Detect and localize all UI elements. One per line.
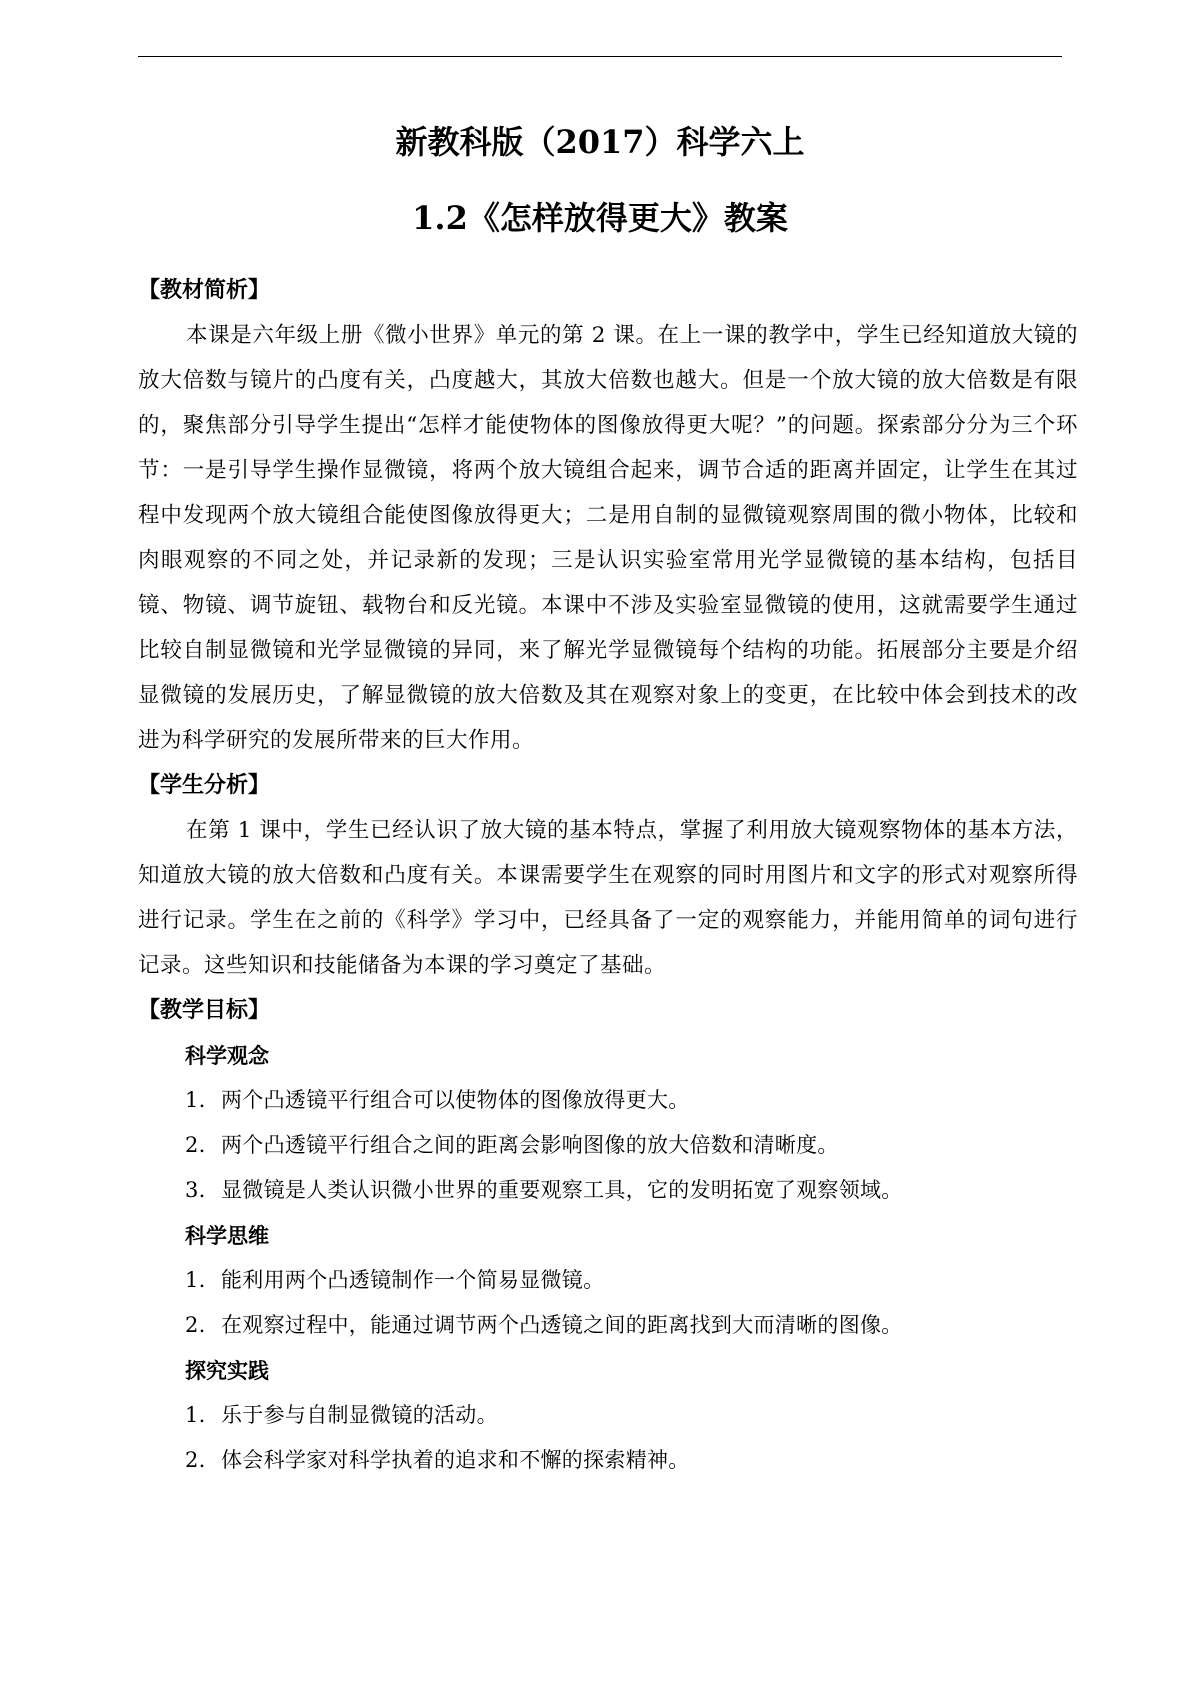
- list-item: [138, 1303, 1078, 1348]
- list-number: 2.: [185, 1448, 206, 1472]
- student-analysis-paragraph: 在第 1 课中，学生已经认识了放大镜的基本特点，掌握了利用放大镜观察物体的基本方法，知道放大镜的放大倍数和凸度有关。本课需要学生在观察的同时用图片和文字的形式对观察所得进行记录。学生在之前的《科学》学习中，已经具备了一定的观察能力，并能用简单的词句进行记录。这些知识和技能储备为本课的学习奠定了基础。: [138, 818, 1078, 978]
- list-number: 1.: [185, 1088, 206, 1112]
- list-item: [138, 1078, 1078, 1123]
- list-item: [138, 1393, 1078, 1438]
- list-item-text: 两个凸透镜平行组合可以使物体的图像放得更大。: [221, 1088, 690, 1112]
- goal-group-title-scientific-concepts: 科学观念: [185, 1043, 269, 1068]
- list-item: [138, 1168, 1078, 1213]
- document-title: 新教科版（2017）科学六上: [395, 123, 805, 161]
- goal-group-title-scientific-thinking: 科学思维: [185, 1223, 269, 1248]
- list-number: 2.: [185, 1313, 206, 1337]
- list-item-text: 乐于参与自制显微镜的活动。: [221, 1403, 498, 1427]
- list-item-text: 体会科学家对科学执着的追求和不懈的探索精神。: [221, 1448, 690, 1472]
- section-heading-student-analysis: 【学生分析】: [138, 772, 271, 798]
- header-rule: [138, 56, 1062, 57]
- list-item: [138, 1123, 1078, 1168]
- section-heading-textbook-analysis: 【教材简析】: [138, 277, 271, 303]
- list-number: 1.: [185, 1268, 206, 1292]
- list-number: 2.: [185, 1133, 206, 1157]
- list-number: 1.: [185, 1403, 206, 1427]
- textbook-analysis-paragraph: 本课是六年级上册《微小世界》单元的第 2 课。在上一课的教学中，学生已经知道放大镜的放大倍数与镜片的凸度有关，凸度越大，其放大倍数也越大。但是一个放大镜的放大倍数是有限的，聚焦部分引导学生提出“怎样才能使物体的图像放得更大呢？”的问题。探索部分分为三个环节：一是引导学生操作显微镜，将两个放大镜组合起来，调节合适的距离并固定，让学生在其过程中发现两个放大镜组合能使图像放得更大；二是用自制的显微镜观察周围的微小物体，比较和肉眼观察的不同之处，并记录新的发现；三是认识实验室常用光学显微镜的基本结构，包括目镜、物镜、调节旋钮、载物台和反光镜。本课中不涉及实验室显微镜的使用，这就需要学生通过比较自制显微镜和光学显微镜的异同，来了解光学显微镜每个结构的功能。拓展部分主要是介绍显微镜的发展历史，了解显微镜的放大倍数及其在观察对象上的变更，在比较中体会到技术的改进为科学研究的发展所带来的巨大作用。: [138, 323, 1078, 753]
- list-item: [138, 1438, 1078, 1483]
- section-heading-teaching-goals: 【教学目标】: [138, 997, 271, 1023]
- list-item-text: 在观察过程中，能通过调节两个凸透镜之间的距离找到大而清晰的图像。: [221, 1313, 903, 1337]
- lesson-title: 1.2《怎样放得更大》教案: [412, 199, 788, 237]
- list-number: 3.: [185, 1178, 206, 1202]
- list-item-text: 能利用两个凸透镜制作一个简易显微镜。: [221, 1268, 605, 1292]
- document-body: [138, 268, 1078, 1483]
- list-item: [138, 1258, 1078, 1303]
- goal-group-title-inquiry-practice: 探究实践: [185, 1358, 269, 1383]
- list-item-text: 两个凸透镜平行组合之间的距离会影响图像的放大倍数和清晰度。: [221, 1133, 839, 1157]
- list-item-text: 显微镜是人类认识微小世界的重要观察工具，它的发明拓宽了观察领域。: [221, 1178, 903, 1202]
